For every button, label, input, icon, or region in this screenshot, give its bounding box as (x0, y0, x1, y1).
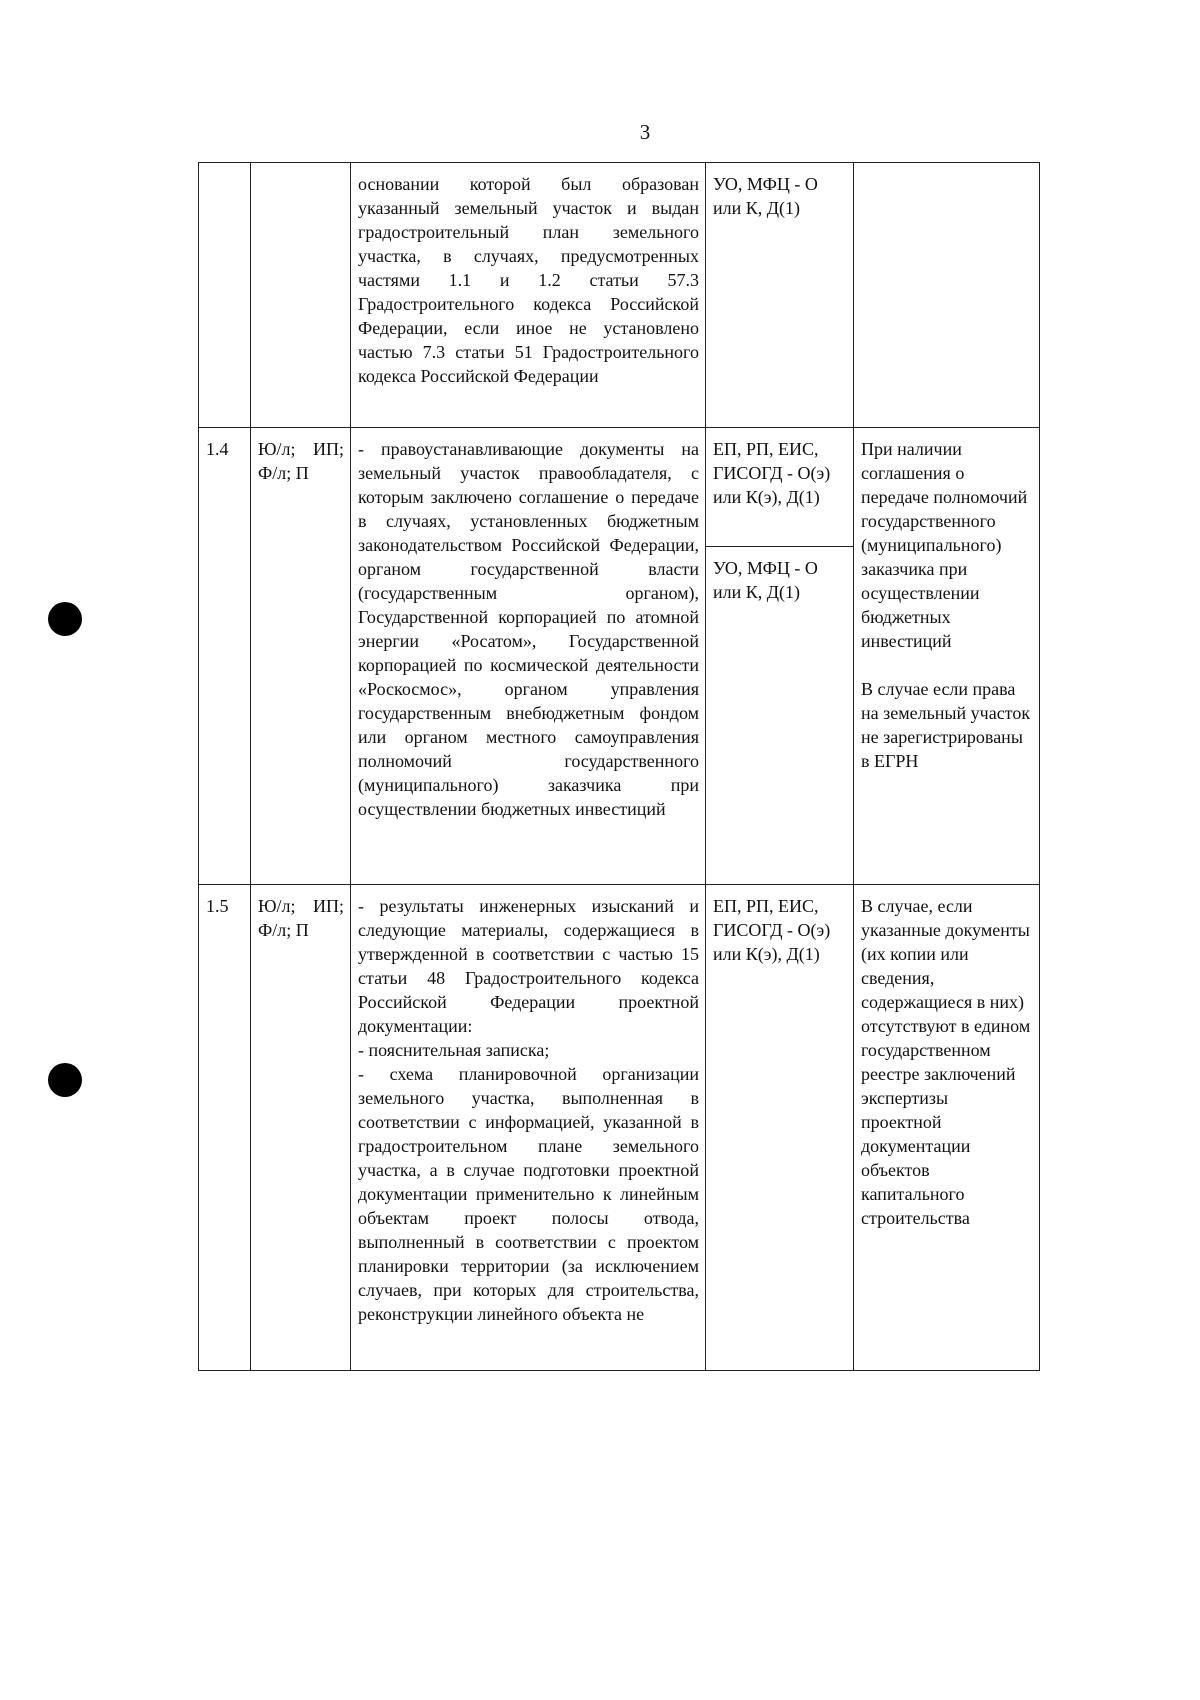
document-description: - правоустанавливающие документы на земельный участок правообладателя, с которым заключено соглашение о передаче в случаях, установленных бюджетным законодательством Российской Федерации, органом государственной власти (государственным органом), Государственной корпорацией по атомной энергии «Росатом», Государственной корпорацией по космической деятельности «Роскосмос», органом управления государственным внебюджетным фондом или органом местного самоуправления полномочий государственного (муниципального) заказчика при осуществлении бюджетных инвестиций (351, 428, 706, 885)
row-number: 1.5 (199, 885, 251, 1371)
punch-hole-upper (48, 602, 82, 636)
notes-cell (854, 163, 1040, 428)
note-text: При наличии соглашения о передаче полномочий государственного (муниципального) заказчика при осуществлении бюджетных инвестиций (861, 439, 1028, 651)
notes-cell (854, 885, 1040, 1371)
applicant-type: Ф/л; П (258, 920, 309, 940)
documents-table (198, 162, 1040, 1371)
notes-cell (854, 428, 1040, 885)
applicant-cell (251, 163, 351, 428)
applicant-type: Ю/л; (258, 439, 296, 459)
punch-hole-lower (48, 1063, 82, 1097)
document-description: основании которой был образован указанный земельный участок и выдан градостроительный план земельного участка, в случаях, предусмотренных частями 1.1 и 1.2 статьи 57.3 Градостроительного кодекса Российской Федерации, если иное не установлено частью 7.3 статьи 51 Градостроительного кодекса Российской Федерации (351, 163, 706, 428)
note-text: В случае если права на земельный участок не зарегистрированы в ЕГРН (861, 679, 1031, 771)
source-electronic: ЕП, РП, ЕИС, ГИСОГД - О(э) или К(э), Д(1) (706, 428, 853, 547)
source-cell: ЕП, РП, ЕИС, ГИСОГД - О(э) или К(э), Д(1) (706, 885, 854, 1371)
document-line: - результаты инженерных изысканий и следующие материалы, содержащиеся в утвержденной в соответствии с частью 15 статьи 48 Градостроительного кодекса Российской Федерации проектной документации: (358, 896, 699, 1036)
document-description (351, 885, 706, 1371)
table-row (199, 428, 1040, 885)
applicant-type: Ф/л; П (258, 463, 309, 483)
source-paper: УО, МФЦ - О или К, Д(1) (713, 558, 818, 602)
document-line: - пояснительная записка; (358, 1040, 550, 1060)
table-row (199, 885, 1040, 1371)
source-cell: УО, МФЦ - О или К, Д(1) (706, 163, 854, 428)
applicant-cell (251, 428, 351, 885)
applicant-type: ИП; (313, 439, 344, 459)
note-text: В случае, если указанные документы (их копии или сведения, содержащиеся в них) отсутствуют в едином государственном реестре заключений экспертизы проектной документации объектов капитального строительства (861, 896, 1031, 1228)
row-number (199, 163, 251, 428)
page-number: 3 (639, 120, 651, 144)
document-line: - схема планировочной организации земельного участка, выполненная в соответствии с информацией, указанной в градостроительном плане земельного участка, а в случае подготовки проектной документации применительно к линейным объектам проект полосы отвода, выполненный в соответствии с проектом планировки территории (за исключением случаев, при которых для строительства, реконструкции линейного объекта не (358, 1064, 699, 1324)
applicant-cell (251, 885, 351, 1371)
table-row (199, 163, 1040, 428)
applicant-type: ИП; (313, 896, 344, 916)
applicant-type: Ю/л; (258, 896, 296, 916)
source-cell (706, 428, 854, 885)
row-number: 1.4 (199, 428, 251, 885)
